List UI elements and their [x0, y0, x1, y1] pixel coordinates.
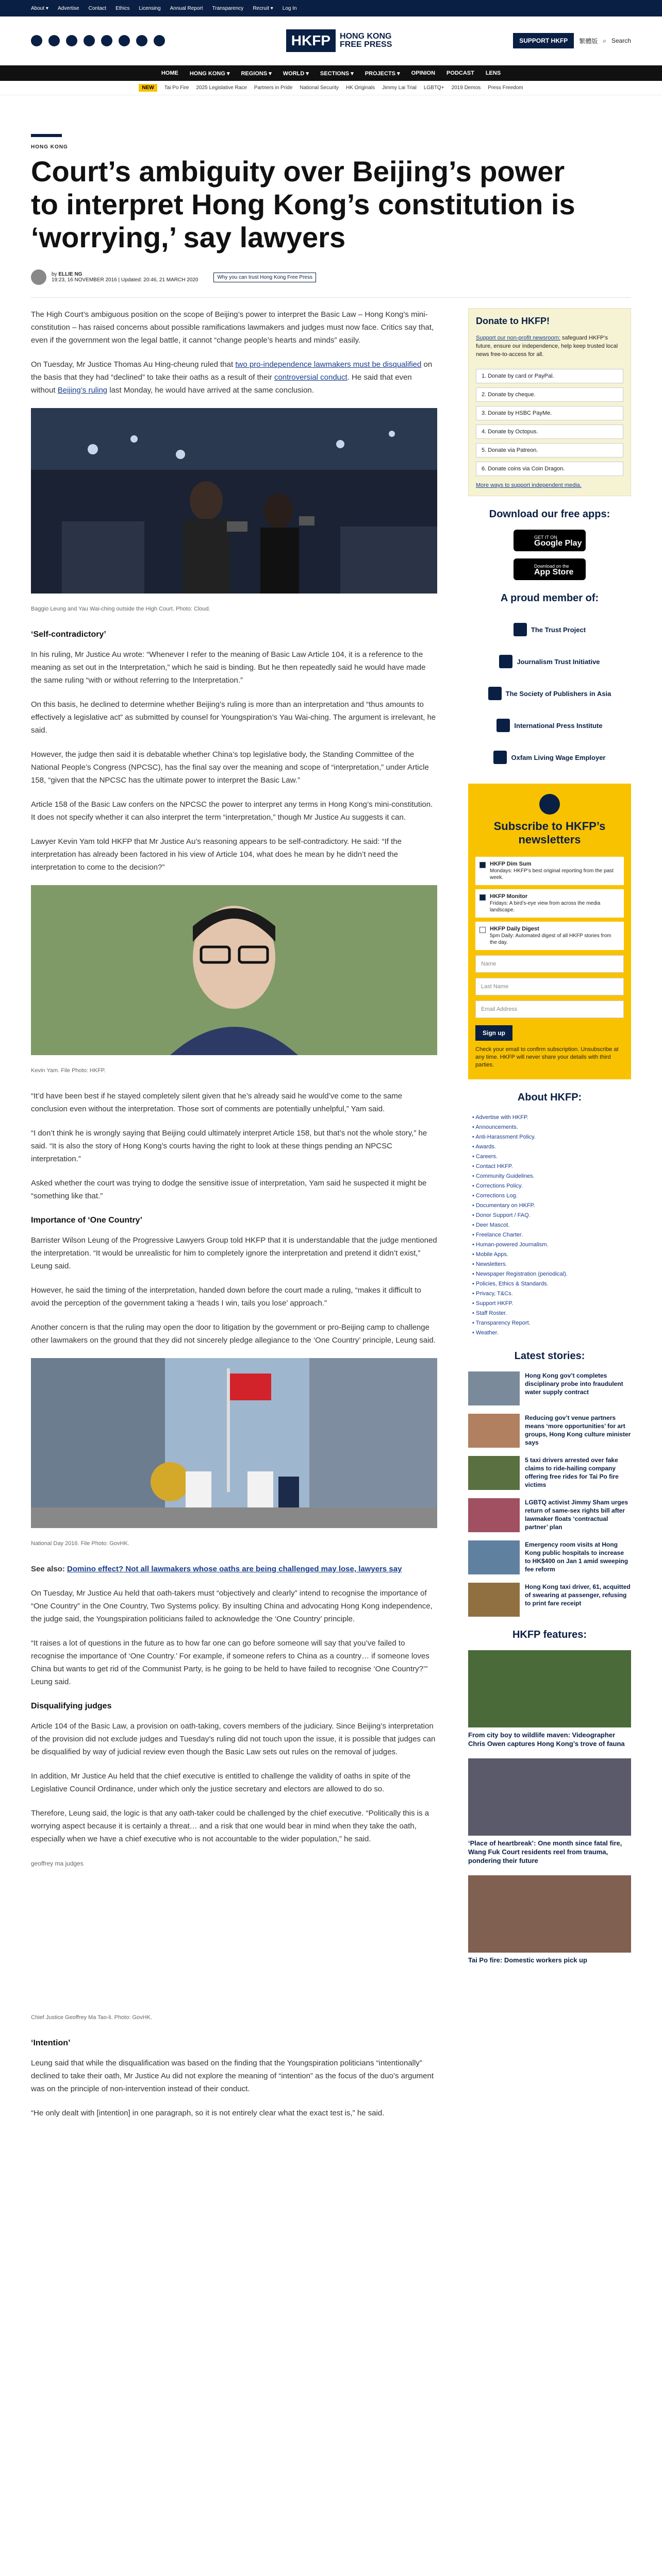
newsletter-option-text [490, 893, 620, 913]
as-small: Download on the [534, 564, 569, 569]
top-menu-item[interactable]: About ▾ [31, 5, 48, 11]
new-badge: NEW [139, 84, 157, 92]
donate-intro [476, 334, 623, 359]
top-utility-bar [0, 0, 662, 16]
caption: National Day 2016. File Photo: GovHK. [31, 1540, 129, 1547]
tag-link[interactable]: Press Freedom [488, 85, 523, 91]
header-actions [513, 33, 631, 48]
story-title[interactable]: Emergency room visits at Hong Kong public hospitals to increase to HK$400 on Jan 1 amid sweeping fee reform [525, 1541, 628, 1573]
rss-icon[interactable] [154, 35, 165, 46]
story-thumbnail[interactable] [468, 1371, 520, 1405]
subheading: Importance of ‘One Country’ [31, 1216, 143, 1225]
paragraph: Another concern is that the ruling may open the door to litigation by the government or pro-Beijing camp to challenge other lawmakers on the ground that they did not sincerely pledge allegiance to the ‘One Country’ principle, Leung said. [31, 1323, 436, 1345]
site-logo[interactable] [286, 29, 392, 52]
donate-intro-text: safeguard HKFP’s future, ensure our independence, help keep trusted local news free-to-access for all. [476, 335, 618, 358]
paragraph: Barrister Wilson Leung of the Progressive Lawyers Group told HKFP that it is understandable that the judge mentioned the interpretation. “It would be unrealistic for him to completely ignore the interpretation and pretend it didn’t exist,” Leung said. [31, 1236, 437, 1270]
about-link[interactable]: • Freelance Charter. [472, 1232, 523, 1238]
donate-option[interactable]: 3. Donate by HSBC PayMe. [476, 406, 623, 420]
feature-item[interactable] [468, 1758, 631, 1865]
paragraph: On Tuesday, Mr Justice Au held that oath-takers must “objectively and clearly” intend to recognise the importance of “One Country” in the One Country, Two Systems policy. By insulting China and advocating Hong Kong independence, the judge said, the Youngspiration politicians failed to acknowledge the ‘One Country’ principle. [31, 1589, 433, 1623]
paragraph: Lawyer Kevin Yam told HKFP that Mr Justice Au’s reasoning appears to be self-contradictory. He said: “If the interpretation has already been factored in his view of Article 104, what does he mean by he didn’t need the interpretation to come to the decision?” [31, 837, 402, 872]
about-link[interactable]: • Corrections Log. [472, 1193, 518, 1199]
name-input[interactable]: Name [475, 955, 624, 973]
logo-text [340, 32, 392, 49]
member-logo[interactable] [468, 646, 631, 677]
about-link[interactable]: • Newspaper Registration (periodical). [472, 1271, 568, 1277]
tag-link[interactable]: Jimmy Lai Trial [382, 85, 417, 91]
telegram-icon[interactable] [136, 35, 147, 46]
member-logo[interactable] [468, 677, 631, 709]
newsletter-icon [539, 794, 560, 815]
logo-line1: HONG KONG [340, 32, 392, 41]
newsletter-checkbox[interactable] [479, 894, 486, 901]
main-nav [0, 65, 662, 81]
article-header [31, 95, 631, 298]
top-menu-item[interactable]: Annual Report [170, 5, 203, 11]
about-list [468, 1113, 631, 1338]
article-category[interactable]: HONG KONG [31, 144, 68, 150]
newsletter-option[interactable] [475, 889, 624, 918]
story-title[interactable]: Reducing gov’t venue partners means ‘more opportunities’ for art groups, Hong Kong culture minister says [525, 1414, 631, 1446]
byline [31, 269, 631, 298]
paragraph: On this basis, he declined to determine whether Beijing’s ruling is more than an interpretation and “thus amounts to effectively a legislative act” as submitted by counsel for Youngspiration’s Yau Wai-ching. The argument is irrelevant, he said. [31, 700, 436, 735]
story-thumbnail[interactable] [468, 1498, 520, 1532]
feature-stories [468, 1650, 631, 1964]
paragraph: The High Court’s ambiguous position on the scope of Beijing’s power to interpret the Basic Law – Hong Kong’s mini-constitution – has raised concerns about possible ramifications lawmakers and judges must now face. Critics say that, even if the government won the legal battle, it cannot “change people’s hearts and minds” easily. [31, 310, 434, 345]
newsletter-option-text [490, 926, 620, 946]
about-link[interactable]: • Weather. [472, 1330, 499, 1336]
text: last Monday, he would have arrived at the same conclusion. [107, 386, 314, 395]
story-item[interactable] [468, 1371, 631, 1405]
twitter-icon[interactable] [48, 35, 60, 46]
story-title[interactable]: 5 taxi drivers arrested over fake claims to ride-hailing company offering free rides for Tai Po fire victims [525, 1456, 619, 1488]
nav-item[interactable]: WORLD ▾ [283, 70, 309, 77]
feature-image[interactable] [468, 1650, 631, 1727]
subheading: ‘Self-contradictory’ [31, 630, 106, 639]
latest-stories [468, 1371, 631, 1617]
paragraph: “It raises a lot of questions in the future as to how far one can go before someone will say that you’ve failed to recognise the importance of ‘One Country.’ For example, if someone refers to China as a country… if someone loves China but wants to get rid of the Communist Party, is he going to be held to have failed to recognise ‘One Country?’” Leung said. [31, 1639, 429, 1686]
beijing-ruling-link[interactable]: Beijing’s ruling [57, 386, 108, 395]
page-content [31, 95, 631, 2131]
newsletter-checkbox[interactable] [479, 862, 486, 868]
story-thumbnail[interactable] [468, 1540, 520, 1574]
member-name: International Press Institute [514, 721, 603, 730]
newsletter-option[interactable] [475, 922, 624, 950]
story-thumbnail[interactable] [468, 1414, 520, 1448]
support-button[interactable]: SUPPORT HKFP [513, 33, 574, 48]
member-logo[interactable] [468, 614, 631, 646]
article-body [31, 308, 437, 2131]
story-item[interactable] [468, 1414, 631, 1448]
paragraph: “I don’t think he is wrongly saying that Beijing could ultimately interpret Article 158, but that’s not the whole story,” he said. “It is also the story of Hong Kong’s courts having the right to look at these things pending an NPCSC interpretation.” [31, 1129, 427, 1163]
donate-intro-link[interactable]: Support our non-profit newsroom: [476, 335, 560, 341]
paragraph: Therefore, Leung said, the logic is that any oath-taker could be challenged by the chief executive. “Politically this is a worrying aspect because it is certainly a threat… and a risk that one would bear in mind when they take the oath, especially when we have a chief executive who is not accountable to the wider population,” he said. [31, 1809, 429, 1843]
newsletter-option-text [490, 861, 620, 881]
gp-small: GET IT ON [534, 535, 557, 540]
donate-option[interactable]: 5. Donate via Patreon. [476, 443, 623, 457]
feature-title[interactable]: From city boy to wildlife maven: Videographer Chris Owen captures Hong Kong’s trove of fauna [468, 1731, 625, 1748]
about-link[interactable]: • Transparency Report. [472, 1320, 531, 1326]
story-title[interactable]: Hong Kong gov’t completes disciplinary probe into fraudulent water supply contract [525, 1372, 623, 1396]
about-link[interactable]: • Careers. [472, 1154, 498, 1160]
signup-button[interactable]: Sign up [475, 1025, 512, 1041]
donate-title: Donate to HKFP! [476, 316, 550, 326]
tag-bar [0, 81, 662, 95]
tag-link[interactable]: National Security [300, 85, 339, 91]
text: On Tuesday, Mr Justice Thomas Au Hing-cheung ruled that [31, 360, 236, 369]
google-play-button[interactable] [514, 530, 586, 551]
newsletter-name: HKFP Daily Digest [490, 926, 539, 932]
see-also-label: See also: [31, 1565, 68, 1573]
nav-item[interactable]: PROJECTS ▾ [365, 70, 400, 77]
paragraph: Leung said that while the disqualification was based on the finding that the Youngspiration politicians “intentionally” declined to take their oath, Mr Justice Au did not explore the meaning of “intention” as the focus of the duo’s argument was on the principle of non-intervention instead of their conduct. [31, 2059, 434, 2093]
story-title[interactable]: LGBTQ activist Jimmy Sham urges return of same-sex rights bill after lawmaker floats ‘contractual partner’ plan [525, 1499, 628, 1531]
apps-title: Download our free apps: [489, 509, 610, 520]
about-title: About HKFP: [517, 1092, 582, 1103]
story-thumbnail[interactable] [468, 1583, 520, 1617]
updated-date: Updated: 20:46, 21 MARCH 2020 [121, 277, 198, 283]
see-also-link[interactable]: Domino effect? Not all lawmakers whose oaths are being challenged may lose, lawyers say [67, 1565, 402, 1573]
about-link[interactable]: • Announcements. [472, 1124, 518, 1130]
linkedin-icon[interactable] [101, 35, 112, 46]
sidebar [468, 308, 631, 2131]
paragraph: In his ruling, Mr Justice Au wrote: “Whenever I refer to the meaning of Basic Law Article 104, it is a reference to the meaning as set out in the Interpretation,” which he said is binding. But he then repeatedly said he would have made the same ruling “with or without referring to the Interpretation.” [31, 650, 426, 685]
last-name-input[interactable]: Last Name [475, 978, 624, 995]
facebook-icon[interactable] [31, 35, 42, 46]
paragraph: “He only dealt with [intention] in one paragraph, so it is not entirely clear what the exact test is,” he said. [31, 2109, 385, 2117]
top-menu-item[interactable]: Contact [88, 5, 107, 11]
member-name: Oxfam Living Wage Employer [511, 753, 606, 761]
feature-item[interactable] [468, 1875, 631, 1964]
nav-item[interactable]: HONG KONG ▾ [189, 70, 230, 77]
newsletter-desc: 5pm Daily: Automated digest of all HKFP stories from the day. [490, 933, 611, 945]
paragraph: “It’d have been best if he stayed completely silent given that he’s already said he would’ve come to the same conclusion even without the interpretation. Those sort of comments are potentially unhelpful,” Yam said. [31, 1092, 403, 1113]
member-logo-icon [488, 687, 502, 700]
by-label: by [52, 272, 57, 277]
about-link[interactable]: • Community Guidelines. [472, 1173, 535, 1179]
disqualified-link[interactable]: two pro-independence lawmakers must be disqualified [235, 360, 422, 369]
byline-text: by ELLIE NG 19:23, 16 NOVEMBER 2016 | Updated: 20:46, 21 MARCH 2020 [52, 272, 198, 283]
donate-option[interactable]: 6. Donate coins via Coin Dragon. [476, 462, 623, 476]
feature-title[interactable]: Tai Po fire: Domestic workers pick up [468, 1956, 587, 1964]
subheading: Disqualifying judges [31, 1702, 112, 1710]
logo-mark: HKFP [286, 29, 336, 52]
tag-link[interactable]: LGBTQ+ [423, 85, 444, 91]
newsletter-name: HKFP Monitor [490, 893, 528, 900]
top-menu-item[interactable]: Advertise [57, 5, 79, 11]
search-icon[interactable]: ⌕ [603, 37, 606, 44]
photo-image [31, 408, 437, 594]
caption: Baggio Leung and Yau Wai-ching outside the High Court. Photo: Cloud. [31, 606, 210, 612]
member-logo-icon [496, 719, 510, 732]
photo-national-day [31, 1358, 437, 1532]
logo-line2: FREE PRESS [340, 40, 392, 49]
about-link[interactable]: • Donor Support / FAQ. [472, 1212, 531, 1218]
newsletter-desc: Mondays: HKFP’s best original reporting from the past week. [490, 868, 614, 880]
tag-link[interactable]: Partners in Pride [254, 85, 293, 91]
newsletter-name: HKFP Dim Sum [490, 861, 532, 867]
app-store-button[interactable] [514, 558, 586, 580]
photo-leung-yau [31, 408, 437, 598]
newsletter-option[interactable] [475, 857, 624, 885]
story-item[interactable] [468, 1456, 631, 1490]
tag-link[interactable]: 2025 Legislative Race [196, 85, 247, 91]
features-title: HKFP features: [512, 1629, 587, 1640]
story-item[interactable] [468, 1540, 631, 1574]
member-name: The Trust Project [531, 625, 586, 634]
caption: Chief Justice Geoffrey Ma Tao-li. Photo: GovHK. [31, 2014, 152, 2021]
paragraph: In addition, Mr Justice Au held that the chief executive is entitled to challenge the validity of oaths in spite of the Legislative Council Ordinance, under which only the justice secretary and electors are allowed to do so. [31, 1772, 411, 1793]
nav-item[interactable]: HOME [161, 70, 178, 76]
paragraph: Asked whether the court was trying to dodge the sensitive issue of interpretation, Yam said he suspected it might be “something like that.” [31, 1179, 427, 1200]
paragraph: Article 158 of the Basic Law confers on the NPCSC the power to interpret any terms in Hong Kong’s mini-constitution. It does not specify whether it can also interpret the term “interpretation,” though Mr Justice Au suggests it can. [31, 800, 433, 822]
header-rule [31, 134, 62, 137]
instagram-icon[interactable] [66, 35, 77, 46]
about-link[interactable]: • Privacy, T&Cs. [472, 1291, 513, 1297]
feature-image[interactable] [468, 1758, 631, 1836]
language-link[interactable]: 繁體版 [579, 37, 598, 45]
newsletter-box [468, 784, 631, 1079]
donate-box [468, 308, 631, 496]
about-link[interactable]: • Anti-Harassment Policy. [472, 1134, 536, 1140]
article-title: Court’s ambiguity over Beijing’s power to interpret Hong Kong’s constitution is ‘worrying,’ say lawyers [31, 155, 575, 253]
as-big: App Store [534, 568, 574, 577]
member-title: A proud member of: [500, 592, 599, 604]
about-link[interactable]: • Support HKFP. [472, 1300, 514, 1307]
newsletter-desc: Fridays: A bird’s-eye view from across the media landscape. [490, 901, 601, 913]
story-thumbnail[interactable] [468, 1456, 520, 1490]
subheading: ‘Intention’ [31, 2039, 71, 2047]
search-label[interactable]: Search [611, 37, 631, 44]
about-link[interactable]: • Contact HKFP. [472, 1163, 513, 1170]
trust-link[interactable]: Why you can trust Hong Kong Free Press [213, 273, 316, 282]
youtube-icon[interactable] [119, 35, 130, 46]
author-name[interactable]: ELLIE NG [58, 272, 82, 277]
see-also [31, 1563, 437, 1575]
tag-link[interactable]: Tai Po Fire [164, 85, 189, 91]
tag-link[interactable]: HK Originals [345, 85, 375, 91]
member-logos [468, 614, 631, 773]
story-item[interactable] [468, 1583, 631, 1617]
masthead [0, 16, 662, 65]
about-link[interactable]: • Staff Roster. [472, 1310, 507, 1316]
member-logo-icon [493, 751, 507, 764]
about-link[interactable]: • Policies, Ethics & Standards. [472, 1281, 549, 1287]
top-menu-item[interactable]: Log In [282, 5, 297, 11]
feature-item[interactable] [468, 1650, 631, 1748]
top-menu-item[interactable]: Transparency [212, 5, 244, 11]
social-links [31, 35, 165, 46]
about-link[interactable]: • Human-powered Journalism. [472, 1242, 549, 1248]
about-link[interactable]: • Mobile Apps. [472, 1251, 508, 1258]
author-avatar [31, 269, 46, 285]
story-title[interactable]: Hong Kong taxi driver, 61, acquitted of swearing at passenger, refusing to print fare receipt [525, 1583, 631, 1607]
paragraph: However, he said the timing of the interpretation, handed down before the court made a ruling, “makes it difficult to avoid the perception of the government taking a ‘heads I win, tails you lose’ approach.” [31, 1286, 421, 1308]
photo-kevin-yam [31, 885, 437, 1059]
top-menu-item[interactable]: Licensing [139, 5, 161, 11]
nav-item[interactable]: PODCAST [446, 70, 474, 76]
tag-items [164, 85, 523, 91]
gp-big: Google Play [534, 539, 582, 548]
member-name: Journalism Trust Initiative [517, 657, 600, 666]
story-item[interactable] [468, 1498, 631, 1532]
broken-image [31, 1857, 437, 2011]
donate-option[interactable]: 4. Donate by Octopus. [476, 425, 623, 439]
member-logo-icon [499, 655, 512, 668]
photo-image [31, 885, 437, 1055]
newsletter-note: Check your email to confirm subscription. Unsubscribe at any time. HKFP will never share your details with third parties. [475, 1046, 619, 1068]
about-link[interactable]: • Corrections Policy. [472, 1183, 523, 1189]
newsletter-checkbox[interactable] [479, 927, 486, 933]
nav-item[interactable]: REGIONS ▾ [241, 70, 272, 77]
publish-date: 19:23, 16 NOVEMBER 2016 [52, 277, 117, 283]
member-logo[interactable] [468, 741, 631, 773]
paragraph: Article 104 of the Basic Law, a provision on oath-taking, covers members of the judiciary. Since Beijing’s interpretation of the provision did not exclude judges and Tuesday’s ruling did not touch upon the issue, it is possible that judges can be disqualified by way of judicial review even though the Basic Law sets out rules on the removal of judges. [31, 1722, 436, 1756]
donate-option[interactable]: 2. Donate by cheque. [476, 387, 623, 402]
nav-item[interactable]: LENS [485, 70, 501, 76]
about-link[interactable]: • Documentary on HKFP. [472, 1202, 535, 1209]
about-link[interactable]: • Deer Mascot. [472, 1222, 510, 1228]
top-menu [31, 6, 297, 11]
donate-options [476, 369, 623, 476]
member-logo-icon [514, 623, 527, 636]
feature-title[interactable]: ‘Place of heartbreak’: One month since fatal fire, Wang Fuk Court residents reel from trauma, pondering their future [468, 1839, 622, 1865]
about-link[interactable]: • Awards. [472, 1144, 496, 1150]
email-input[interactable]: Email Address [475, 1001, 624, 1018]
member-logo[interactable] [468, 709, 631, 741]
photo-image [31, 1358, 437, 1528]
text: . He said that even without [31, 373, 412, 395]
nav-item[interactable]: OPINION [411, 70, 436, 76]
conduct-link[interactable]: controversial conduct [274, 373, 347, 382]
about-link[interactable]: • Advertise with HKFP. [472, 1114, 528, 1121]
threads-icon[interactable] [84, 35, 95, 46]
top-menu-item[interactable]: Recruit ▾ [253, 5, 273, 11]
caption: Kevin Yam. File Photo: HKFP. [31, 1067, 106, 1074]
member-name: The Society of Publishers in Asia [505, 689, 611, 698]
feature-image[interactable] [468, 1875, 631, 1953]
paragraph: However, the judge then said it is debatable whether China’s top legislative body, the Standing Committee of the National People’s Congress (NPCSC), has the final say over the meaning and scope of “interpretation,” under Article 158, “given that the NPCSC has the ultimate power to interpret the Basic Law.” [31, 750, 429, 785]
nav-item[interactable]: SECTIONS ▾ [320, 70, 354, 77]
main-columns [31, 308, 631, 2131]
about-link[interactable]: • Newsletters. [472, 1261, 507, 1267]
newsletter-title: Subscribe to HKFP’s newsletters [493, 820, 606, 846]
donate-more-link[interactable]: More ways to support independent media. [476, 482, 582, 488]
text: on the basis that they had “declined” to take their oaths as a result of their [31, 360, 433, 382]
donate-option[interactable]: 1. Donate by card or PayPal. [476, 369, 623, 383]
tag-link[interactable]: 2019 Demos [451, 85, 481, 91]
paragraph [31, 358, 437, 397]
top-menu-item[interactable]: Ethics [115, 5, 130, 11]
latest-title: Latest stories: [514, 1350, 585, 1362]
broken-image-alt: geoffrey ma judges [31, 1860, 84, 1867]
newsletter-options [475, 857, 624, 950]
